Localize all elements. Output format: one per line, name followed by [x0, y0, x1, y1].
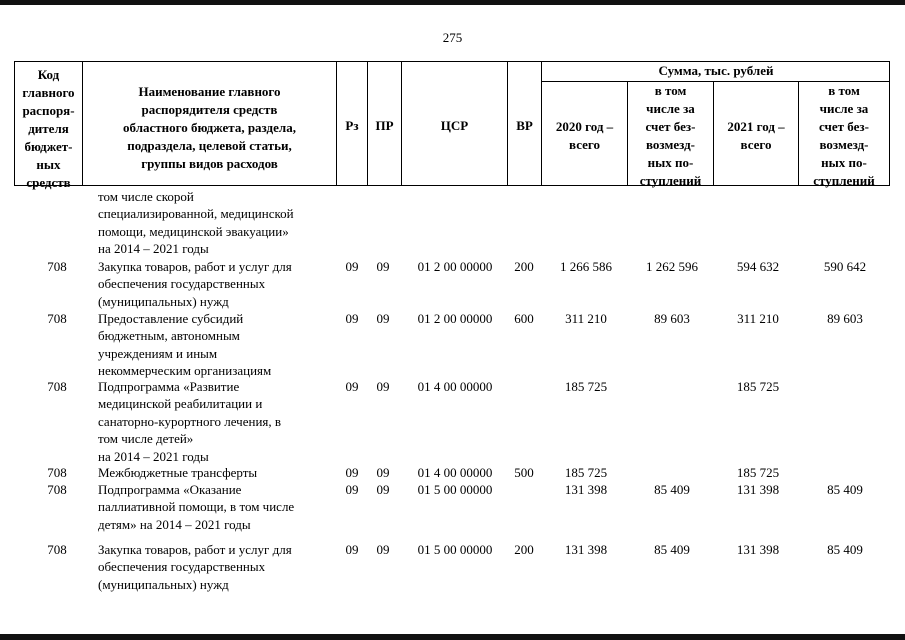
row-2021-total: 131 398 — [736, 482, 780, 497]
row-name: Закупка товаров, работ и услуг для обеспечения государственных (муниципальных) нужд — [98, 542, 292, 592]
row-2020-grants: 1 262 596 — [646, 259, 698, 274]
row-rz: 09 — [345, 482, 359, 497]
row-pr: 09 — [376, 482, 390, 497]
row-name: Подпрограмма «Развитие медицинской реабилитации и санаторно-курортного лечения, в том числе детей» на 2014 – 2021 годы — [98, 379, 282, 464]
row-code: 708 — [47, 542, 67, 557]
row-pr: 09 — [376, 311, 390, 326]
row-csr: 01 5 00 00000 — [417, 542, 493, 557]
row-code: 708 — [47, 311, 67, 326]
row-vr: 200 — [514, 542, 534, 557]
row-2021-total: 311 210 — [737, 311, 779, 326]
row-vr: 600 — [514, 311, 534, 326]
header-name: Наименование главного распорядителя средств областного бюджета, раздела, подраздела, целевой статьи, группы видов расходов — [123, 84, 296, 171]
row-code: 708 — [47, 259, 67, 274]
row-2021-grants: 85 409 — [827, 482, 863, 497]
row-2021-total: 185 725 — [736, 465, 780, 480]
row-rz: 09 — [345, 259, 359, 274]
row-2020-total: 185 725 — [564, 465, 608, 480]
top-scan-border — [0, 0, 905, 5]
row-csr: 01 2 00 00000 — [417, 311, 493, 326]
table-header — [14, 61, 890, 190]
row-2020-grants: 89 603 — [654, 311, 690, 326]
row-2020-total: 1 266 586 — [560, 259, 612, 274]
row-2021-total: 185 725 — [736, 379, 780, 394]
row-pr: 09 — [376, 465, 390, 480]
header-2021-total: 2021 год – всего — [727, 119, 785, 152]
row-name: Подпрограмма «Оказание паллиативной помощи, в том числе детям» на 2014 – 2021 годы — [98, 482, 295, 532]
row-pr: 09 — [376, 542, 390, 557]
header-2020-total: 2020 год – всего — [555, 119, 614, 152]
row-rz: 09 — [345, 465, 359, 480]
row-2020-total: 185 725 — [564, 379, 608, 394]
row-vr: 500 — [514, 465, 534, 480]
row-rz: 09 — [345, 379, 359, 394]
row-2021-total: 131 398 — [736, 542, 780, 557]
row-name: Закупка товаров, работ и услуг для обеспечения государственных (муниципальных) нужд — [98, 259, 292, 309]
bottom-scan-border — [0, 634, 905, 640]
row-code: 708 — [47, 482, 67, 497]
row-2021-grants: 89 603 — [827, 311, 863, 326]
row-name: Межбюджетные трансферты — [98, 465, 258, 480]
row-csr: 01 4 00 00000 — [417, 379, 493, 394]
row-2020-grants: 85 409 — [654, 482, 690, 497]
row-2020-grants: 85 409 — [654, 542, 690, 557]
row-2021-grants: 85 409 — [827, 542, 863, 557]
row-2021-total: 594 632 — [736, 259, 780, 274]
row-csr: 01 5 00 00000 — [417, 482, 493, 497]
row-name: том числе скорой специализированной, медицинской помощи, медицинской эвакуации» на 2014 – 2021 годы — [98, 189, 294, 257]
header-2021-grants: в том числе за счет без- возмезд- ных по- ступлений — [813, 83, 875, 188]
header-pr: ПР — [375, 118, 394, 133]
header-rz: Рз — [345, 118, 359, 133]
row-csr: 01 2 00 00000 — [417, 259, 493, 274]
header-csr: ЦСР — [440, 118, 469, 133]
row-pr: 09 — [376, 259, 390, 274]
header-code: Код главного распоря- дителя бюджет- ных средств — [22, 67, 75, 190]
row-2020-total: 131 398 — [564, 542, 608, 557]
row-code: 708 — [47, 465, 67, 480]
row-2020-total: 131 398 — [564, 482, 608, 497]
header-sum-title: Сумма, тыс. рублей — [658, 63, 774, 78]
row-name: Предоставление субсидий бюджетным, автономным учреждениям и иным некоммерческим организациям — [98, 311, 272, 379]
row-rz: 09 — [345, 542, 359, 557]
row-pr: 09 — [376, 379, 390, 394]
page-number: 275 — [442, 30, 463, 45]
header-vr: ВР — [516, 118, 533, 133]
header-2020-grants: в том числе за счет без- возмезд- ных по- ступлений — [639, 83, 702, 188]
row-2020-total: 311 210 — [565, 311, 607, 326]
row-csr: 01 4 00 00000 — [417, 465, 493, 480]
row-vr: 200 — [514, 259, 534, 274]
row-2021-grants: 590 642 — [823, 259, 867, 274]
row-rz: 09 — [345, 311, 359, 326]
row-code: 708 — [47, 379, 67, 394]
